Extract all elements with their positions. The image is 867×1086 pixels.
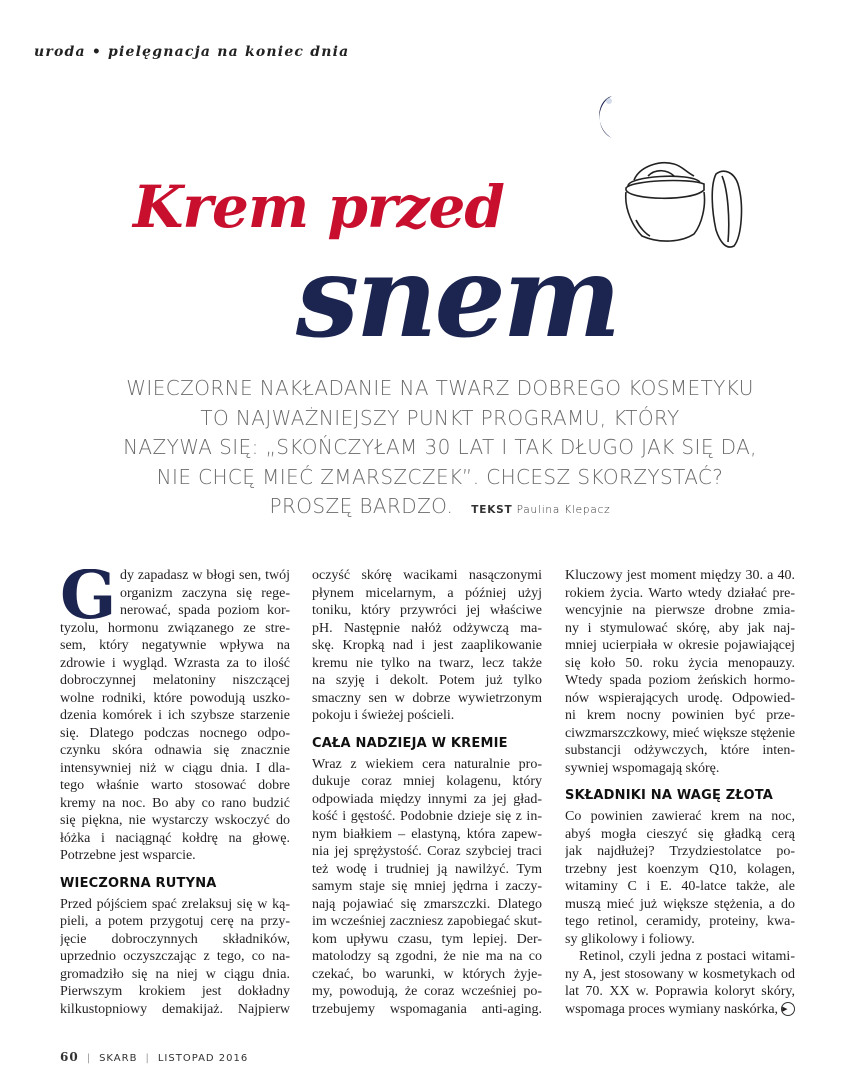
text-line bbox=[565, 602, 795, 620]
text-line bbox=[312, 966, 542, 984]
text-line-content: ny i stymulować skórę, aby jak naj- bbox=[565, 620, 795, 636]
text-line bbox=[565, 843, 795, 861]
text-line-content: pH. Następnie nałóż odżywczą ma- bbox=[312, 620, 542, 636]
text-line bbox=[312, 690, 542, 708]
text-line-content: matolodzy są zgodni, że nie ma na co bbox=[312, 949, 542, 964]
text-line bbox=[60, 966, 290, 984]
text-line bbox=[60, 655, 290, 673]
text-line-content: Wtedy spada poziom żeńskich hormo- bbox=[565, 673, 795, 688]
text-line bbox=[565, 655, 795, 673]
text-line-content: Co powinien zawierać krem na noc, bbox=[565, 809, 795, 824]
page-number: 60 bbox=[60, 1050, 79, 1064]
text-line-content: Kluczowy jest moment między 30. a 40. bbox=[565, 568, 795, 583]
text-line bbox=[312, 620, 542, 638]
text-line-content: my, powodują, że coraz wcześniej po- bbox=[312, 984, 542, 999]
section-heading: CAŁA NADZIEJA W KREMIE bbox=[312, 735, 508, 751]
continue-arrow-icon: ▶ bbox=[781, 1002, 795, 1016]
section-heading: SKŁADNIKI NA WAGĘ ZŁOTA bbox=[565, 788, 774, 803]
text-line-content: zdrowie i wygląd. Wzrasta za to ilość bbox=[60, 655, 290, 671]
text-line-content: kilkustopniowy demakijaż. Najpierw bbox=[60, 1001, 290, 1017]
text-line-content: pieli, a potem przygotuj cerę na przy- bbox=[60, 914, 290, 929]
text-line-content: Pierwszym krokiem jest dokładny bbox=[60, 984, 290, 999]
text-line-content: Wraz z wiekiem cera naturalnie pro- bbox=[312, 756, 542, 772]
text-line-content: lat 70. XX w. Poprawia koloryt skóry, bbox=[565, 984, 795, 999]
text-line-content: sem, który negatywnie wpływa na bbox=[60, 638, 290, 653]
text-line bbox=[312, 567, 542, 585]
text-line bbox=[60, 760, 290, 778]
section-heading: WIECZORNA RUTYNA bbox=[60, 875, 217, 891]
text-line-content: tyzolu, hormonu związanego ze stre- bbox=[60, 620, 290, 636]
text-line-content: na szyję i dekolt. Potem już tylko bbox=[312, 673, 542, 688]
text-line-content: substancji odżywczych, które inten- bbox=[565, 743, 795, 758]
text-line bbox=[60, 742, 290, 760]
text-line bbox=[565, 896, 795, 914]
text-line bbox=[565, 742, 795, 760]
title-line-2: snem bbox=[296, 232, 619, 363]
text-line bbox=[565, 760, 795, 778]
magazine-name: SKARB bbox=[99, 1053, 138, 1064]
text-line-content: toniku, który przywróci jej właściwe bbox=[312, 603, 542, 618]
text-line-content: dzenia komórek i ich szybsze starzenie bbox=[60, 708, 290, 723]
text-line-content: jak najdłużej? Trzydziestolatce po- bbox=[565, 844, 795, 859]
text-line-content: nym białkiem – elastyną, która zapew- bbox=[312, 826, 542, 842]
text-line bbox=[60, 725, 290, 743]
text-line-content: wolne rodniki, które powodują uszko- bbox=[60, 690, 290, 706]
text-line-content: gromadziło się na niej w ciągu dnia. bbox=[60, 966, 290, 982]
text-line-content: Przed pójściem spać zrelaksuj się w ką- bbox=[60, 896, 290, 912]
text-line-content: kremy na noc. Bo aby co rano budzić bbox=[60, 795, 290, 811]
text-line bbox=[565, 585, 795, 603]
text-line bbox=[565, 707, 795, 725]
text-line bbox=[565, 983, 795, 1001]
text-line-content: wspomaga proces wymiany naskórka, bbox=[565, 1001, 779, 1017]
text-line bbox=[565, 931, 795, 949]
drop-cap: G bbox=[60, 569, 116, 621]
lead-line: NAZYWA SIĘ: „SKOŃCZYŁAM 30 LAT I TAK DŁUGO JAK SIĘ DA, bbox=[123, 435, 757, 459]
text-line-content: ni krem nocny powinien być prze- bbox=[565, 708, 795, 723]
text-line-content: intensywniej niż w ciągu dnia. I dla- bbox=[60, 760, 290, 776]
moon-icon bbox=[590, 92, 630, 142]
byline bbox=[471, 504, 610, 516]
text-line-content: kremu nie tylko na twarz, lecz także bbox=[312, 655, 542, 671]
text-line-content: też wodę i trudniej ją nawilżyć. Tym bbox=[312, 861, 542, 877]
article-column-2 bbox=[312, 567, 542, 1018]
text-line-content: trzebujemy wspomagania anti-aging. bbox=[312, 1001, 542, 1017]
text-line bbox=[312, 1001, 542, 1019]
text-line bbox=[60, 637, 290, 655]
article-column-1 bbox=[60, 567, 290, 1018]
text-line bbox=[60, 777, 290, 795]
byline-author: Paulina Klepacz bbox=[516, 504, 611, 516]
text-line-content: nerować, spada poziom kor- bbox=[120, 603, 290, 618]
text-line-content: Retinol, czyli jedna z postaci witami- bbox=[579, 949, 795, 964]
lead-line: TO NAJWAŻNIEJSZY PUNKT PROGRAMU, KTÓRY bbox=[200, 405, 680, 430]
text-line-content: organizm zaczyna się rege- bbox=[120, 585, 290, 601]
text-line bbox=[312, 756, 542, 774]
text-line bbox=[312, 878, 542, 896]
text-line bbox=[565, 861, 795, 879]
text-line bbox=[565, 948, 795, 966]
text-line-content: się. Dlatego podczas nocnego odpo- bbox=[60, 725, 290, 741]
text-line bbox=[565, 620, 795, 638]
text-line-content: tego retinol, ceramidy, proteiny, kwa- bbox=[565, 914, 795, 929]
text-line-content: trzebny jest koenzym Q10, kolagen, bbox=[565, 861, 795, 877]
text-line bbox=[565, 690, 795, 708]
text-line-content: wencyjnie na pierwsze drobne zmia- bbox=[565, 603, 795, 618]
text-line-content: im wcześniej zaczniesz zapobiegać skut- bbox=[312, 914, 542, 929]
text-line bbox=[312, 913, 542, 931]
text-line bbox=[312, 808, 542, 826]
text-line-content: kom upływu czasu, tym lepiej. Der- bbox=[312, 931, 542, 947]
page-footer: 60 | SKARB | LISTOPAD 2016 bbox=[60, 1050, 249, 1064]
byline-label: TEKST bbox=[471, 504, 513, 516]
lead-line-last bbox=[70, 492, 810, 526]
text-line bbox=[312, 602, 542, 620]
text-line-content: abyś mogła cieszyć się gładką cerą bbox=[565, 826, 795, 842]
text-line bbox=[565, 913, 795, 931]
text-line bbox=[60, 896, 290, 914]
text-line bbox=[60, 620, 290, 638]
cream-jar-icon bbox=[620, 150, 760, 250]
text-line-content: sy glikolowy i foliowy. bbox=[565, 931, 695, 947]
text-line-content: płynem micelarnym, a później użyj bbox=[312, 585, 542, 601]
text-line-content: jęcie dobroczynnych składników, bbox=[60, 931, 290, 947]
text-line-content: witaminy C i E. 40-latce także, ale bbox=[565, 879, 795, 894]
text-line bbox=[565, 725, 795, 743]
text-line-content: samym staje się mniej jędrna i zaczy- bbox=[312, 879, 542, 894]
text-line bbox=[60, 672, 290, 690]
text-line bbox=[565, 672, 795, 690]
text-line-content: skę. Kropką nad i jest zaaplikowanie bbox=[312, 638, 542, 653]
lead-line: NIE CHCĘ MIEĆ ZMARSZCZEK”. CHCESZ SKORZYSTAĆ? bbox=[156, 464, 724, 489]
text-line bbox=[312, 672, 542, 690]
text-line bbox=[312, 948, 542, 966]
text-line bbox=[60, 690, 290, 708]
text-line bbox=[312, 655, 542, 673]
text-line-content: pokoju i świeżej pościeli. bbox=[312, 708, 455, 723]
text-line-content: nają pojawiać się zmarszczki. Dlatego bbox=[312, 896, 542, 912]
lead-line: WIECZORNE NAKŁADANIE NA TWARZ DOBREGO KOSMETYKU bbox=[126, 376, 754, 400]
title-line-1: Krem przed bbox=[133, 173, 504, 241]
lead-line: PROSZĘ BARDZO. bbox=[269, 494, 454, 518]
text-line-content: mniej ucierpiała w okresie pojawiającej bbox=[565, 638, 795, 653]
text-line-content: ny A, jest stosowany w kosmetykach od bbox=[565, 966, 795, 982]
text-line-content: Potrzebne jest wsparcie. bbox=[60, 848, 196, 863]
text-line-content: czekać, bo warunki, w których żyje- bbox=[312, 966, 542, 982]
text-line bbox=[565, 1001, 795, 1019]
text-line-content: oczyść skórę wacikami nasączonymi bbox=[312, 568, 542, 583]
text-line bbox=[312, 637, 542, 655]
text-line bbox=[565, 878, 795, 896]
text-line-content: się piękna, nie wystarczy wskoczyć do bbox=[60, 813, 290, 828]
text-line bbox=[565, 966, 795, 984]
text-line bbox=[312, 983, 542, 1001]
text-line bbox=[565, 567, 795, 585]
text-line bbox=[565, 826, 795, 844]
text-line bbox=[312, 896, 542, 914]
text-line-content: muszą mieć już większe stężenia, a do bbox=[565, 896, 795, 912]
text-line-content: odpowiada między innymi za jej gład- bbox=[312, 791, 542, 807]
text-line bbox=[60, 1001, 290, 1019]
text-line bbox=[60, 931, 290, 949]
text-line-content: ciwzmarszczkowy, mieć większe stężenie bbox=[565, 725, 795, 741]
text-line-content: nia jej sprężystość. Coraz szybciej traci bbox=[312, 844, 542, 859]
text-line bbox=[312, 773, 542, 791]
text-line-content: nów wspierających urodę. Odpowied- bbox=[565, 690, 795, 706]
text-line-content: dobroczynnej melatoniny niszczącej bbox=[60, 673, 290, 688]
text-line bbox=[565, 808, 795, 826]
text-line bbox=[312, 843, 542, 861]
text-line-content: kość i gęstość. Podobnie dzieje się z in- bbox=[312, 809, 542, 824]
text-line bbox=[60, 795, 290, 813]
issue-date: LISTOPAD 2016 bbox=[157, 1053, 249, 1064]
text-line-content: łóżka i naciągnąć kołdrę na głowę. bbox=[60, 830, 290, 846]
text-line bbox=[312, 707, 542, 725]
text-line bbox=[312, 826, 542, 844]
text-line bbox=[60, 913, 290, 931]
text-line bbox=[60, 707, 290, 725]
text-line bbox=[60, 983, 290, 1001]
text-line bbox=[312, 861, 542, 879]
text-line bbox=[60, 847, 290, 865]
text-line bbox=[60, 948, 290, 966]
text-line-content: się koło 50. roku życia menopauzy. bbox=[565, 655, 795, 671]
text-line-content: czynku skóra odnawia się znacznie bbox=[60, 743, 290, 758]
section-kicker: uroda • pielęgnacja na koniec dnia bbox=[34, 44, 350, 60]
text-line bbox=[565, 637, 795, 655]
text-line bbox=[60, 812, 290, 830]
text-line bbox=[60, 830, 290, 848]
text-line bbox=[312, 931, 542, 949]
text-line-content: rokiem życia. Warto wtedy działać pre- bbox=[565, 585, 795, 601]
text-line-content: dukuje coraz mniej kolagenu, który bbox=[312, 774, 542, 789]
text-line-content: smaczny sen w dobrze wywietrzonym bbox=[312, 690, 542, 706]
text-line-content: tego właśnie warto stosować dobre bbox=[60, 778, 290, 793]
text-line bbox=[312, 585, 542, 603]
text-line-content: uprzednio oczyszczając z tego, co na- bbox=[60, 949, 290, 964]
text-line-content: sywniej wspomagają skórę. bbox=[565, 760, 720, 776]
text-line-content: dy zapadasz w błogi sen, twój bbox=[120, 568, 290, 583]
lead-paragraph bbox=[70, 374, 810, 526]
text-line bbox=[312, 791, 542, 809]
article-column-3 bbox=[565, 567, 795, 1018]
